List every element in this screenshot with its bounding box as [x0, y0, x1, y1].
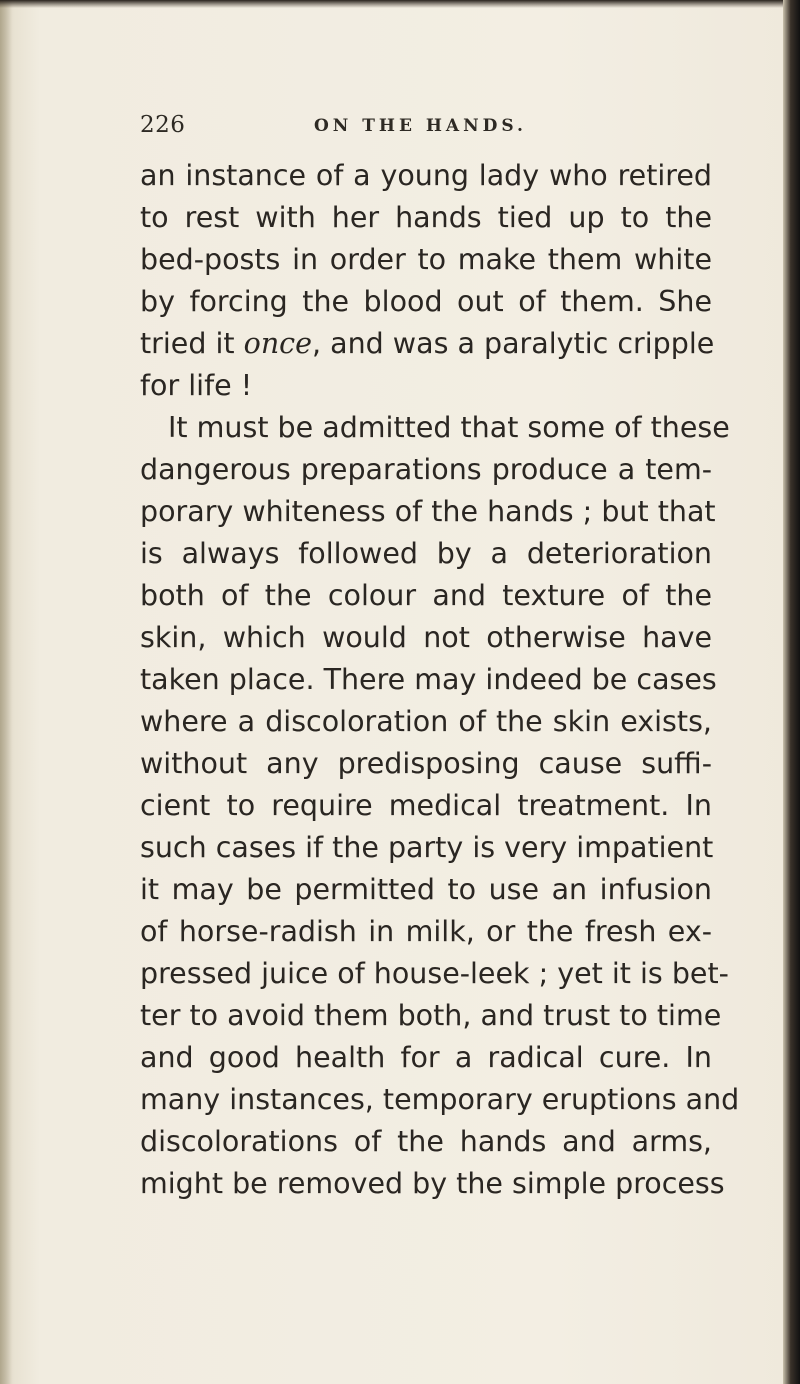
text-line: and good health for a radical cure. In — [140, 1041, 712, 1074]
text-line: of horse-radish in milk, or the fresh ex- — [140, 915, 712, 948]
text-line: cient to require medical treatment. In — [140, 789, 712, 822]
running-head: ON THE HANDS. — [314, 116, 527, 136]
text-line: discolorations of the hands and arms, — [140, 1125, 712, 1158]
text-line: bed-posts in order to make them white — [140, 243, 712, 276]
text-line: such cases if the party is very impatient — [140, 831, 714, 864]
text-line: many instances, temporary eruptions and — [140, 1083, 740, 1116]
top-edge-shadow — [0, 0, 790, 8]
page-number: 226 — [140, 112, 186, 138]
text-line: it may be permitted to use an infusion — [140, 873, 712, 906]
text-line: might be removed by the simple process — [140, 1167, 725, 1200]
text-line: ter to avoid them both, and trust to time — [140, 999, 722, 1032]
text-line: It must be admitted that some of these — [168, 411, 730, 444]
text-line — [140, 323, 715, 365]
text-line: without any predisposing cause suffi- — [140, 747, 712, 780]
text-line: pressed juice of house-leek ; yet it is bet- — [140, 957, 729, 990]
text-line: porary whiteness of the hands ; but that — [140, 495, 716, 528]
text-line: to rest with her hands tied up to the — [140, 201, 712, 234]
italic-emphasis: once — [243, 327, 312, 360]
text-segment: tried it — [140, 327, 244, 360]
text-line: skin, which would not otherwise have — [140, 621, 712, 654]
page-header — [140, 106, 780, 146]
text-line: for life ! — [140, 369, 253, 402]
text-line: an instance of a young lady who retired — [140, 159, 712, 192]
text-segment: , and was a paralytic cripple — [312, 327, 715, 360]
text-line: taken place. There may indeed be cases — [140, 663, 717, 696]
text-line: dangerous preparations produce a tem- — [140, 453, 712, 486]
text-line: by forcing the blood out of them. She — [140, 285, 712, 318]
body-text — [140, 155, 740, 1205]
gutter-shadow — [0, 0, 12, 1384]
page-edge — [783, 0, 800, 1384]
text-line: where a discoloration of the skin exists, — [140, 705, 712, 738]
text-line: both of the colour and texture of the — [140, 579, 712, 612]
text-line: is always followed by a deterioration — [140, 537, 712, 570]
